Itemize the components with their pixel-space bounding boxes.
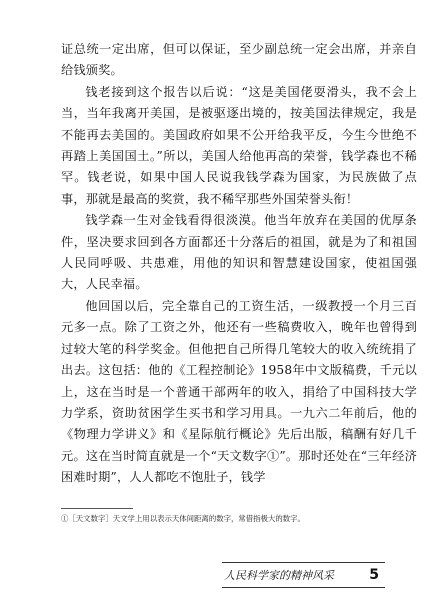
- page-footer: [222, 562, 385, 588]
- paragraph-continuation: 证总统一定出席，但可以保证，至少副总统一定会出席，并亲自给钱颁奖。: [61, 42, 417, 78]
- footnote: ①［天文数字］天文学上用以表示天体间距离的数字，常借指极大的数字。: [61, 514, 305, 523]
- page-number: 5: [369, 567, 379, 583]
- paragraph-report-response: 钱老接到这个报告以后说：“这是美国佬耍滑头，我不会上当，当年我离开美国，是被驱逐出境的，按美国法律规定，我是不能再去美国的。美国政府如果不公开给我平反，今生今世绝不再踏上美国国土。”所以，美国人给他再高的荣誉，钱学森也不稀罕。钱老说，如果中国人民说我钱学森为国家，为民族做了点事，那就是最高的奖赏，我不稀罕那些外国荣誉头衔！: [61, 84, 417, 206]
- paragraph-donations: 他回国以后，完全靠自己的工资生活，一级教授一个月三百元多一点。除了工资之外，他还有一些稿费收入，晚年也曾得到过较大笔的科学奖金。但他把自己所得几笔较大的收入统统捐了出去。这包括：他的《工程控制论》1958年中文版稿费，千元以上，这在当时是一个普通干部两年的收入，捐给了中国科技大学力学系，资助贫困学生买书和学习用具。一九六二年前后，他的《物理力学讲义》和《星际航行概论》先后出版，稿酬有好几千元。这在当时简直就是一个“天文数字①”。那时还处在“三年经济困难时期”，人人都吃不饱肚子，钱学: [61, 298, 417, 485]
- series-title: 人民科学家的精神风采: [224, 569, 334, 582]
- footnote-divider: [61, 508, 133, 509]
- body-text: [61, 39, 417, 489]
- paragraph-attitude-to-money: 钱学森一生对金钱看得很淡漠。他当年放弃在美国的优厚条件，坚决要求回到各方面都还十分落后的祖国，就是为了和祖国人民同呼吸、共患难，用他的知识和智慧建设国家，使祖国强大，人民幸福。: [61, 213, 417, 292]
